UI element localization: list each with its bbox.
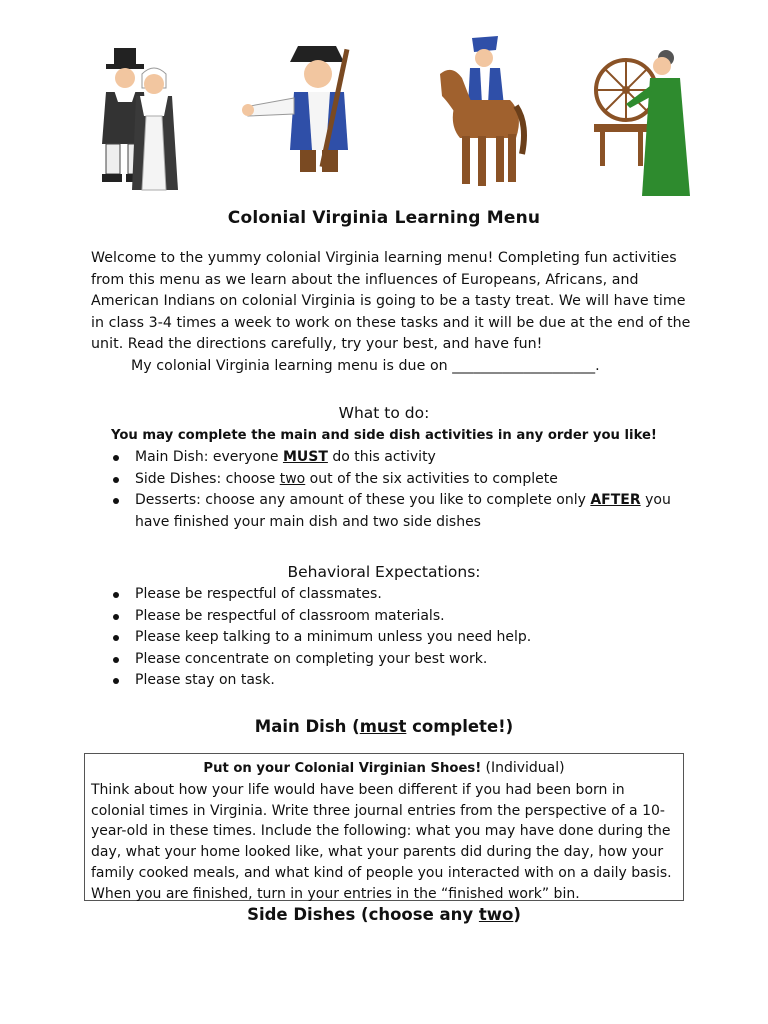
- main-dish-heading: Main Dish (must complete!): [254, 717, 514, 736]
- list-item: Desserts: choose any amount of these you like to complete only AFTER you have finished your main dish and two side dishes: [91, 490, 691, 533]
- page-title: Colonial Virginia Learning Menu: [227, 208, 541, 228]
- list-item: Please be respectful of classroom materials.: [91, 606, 691, 628]
- intro-paragraph: [91, 248, 691, 378]
- intro-text: Welcome to the yummy colonial Virginia learning menu! Completing fun activities from this menu as we learn about the influences of Europeans, Africans, and American Indians on colonial Virginia is going to be a tasty treat. We will have time in class 3-4 times a week to work on these tasks and it will be due at the end of the unit. Read the directions carefully, try your best, and have fun!: [91, 250, 691, 353]
- activity-header: Put on your Colonial Virginian Shoes! (Individual): [203, 760, 565, 776]
- what-to-do-subheading: You may complete the main and side dish activities in any order you like!: [111, 428, 657, 443]
- spinning-wheel-woman-illustration: [590, 46, 694, 202]
- main-dish-activity-box: [84, 753, 684, 901]
- behavior-heading: Behavioral Expectations:: [287, 563, 481, 581]
- list-item: Please keep talking to a minimum unless you need help.: [91, 627, 691, 649]
- list-item: Please stay on task.: [91, 670, 691, 692]
- pilgrim-couple-illustration: [92, 44, 182, 196]
- list-item: Main Dish: everyone MUST do this activity: [91, 447, 691, 469]
- horse-rider-illustration: [432, 34, 528, 194]
- colonial-soldier-illustration: [240, 40, 368, 176]
- list-item: Please be respectful of classmates.: [91, 584, 691, 606]
- what-to-do-heading: What to do:: [338, 404, 430, 422]
- what-to-do-list: [91, 447, 691, 533]
- list-item: Side Dishes: choose two out of the six activities to complete: [91, 469, 691, 491]
- due-line: My colonial Virginia learning menu is due on ____________________.: [131, 357, 600, 374]
- activity-description: Think about how your life would have been different if you had been born in colonial times in Virginia. Write three journal entries from the perspective of a 10-year-old in these times. Include the following: what you may have done during the day, what your home looked like, what your parents did during the day, how your family cooked meals, and what kind of people you interacted with on a daily basis. When you are finished, turn in your entries in the “finished work” bin.: [91, 781, 672, 902]
- side-dishes-heading: Side Dishes (choose any two): [247, 905, 521, 924]
- list-item: Please concentrate on completing your best work.: [91, 649, 691, 671]
- behavior-list: [91, 584, 691, 692]
